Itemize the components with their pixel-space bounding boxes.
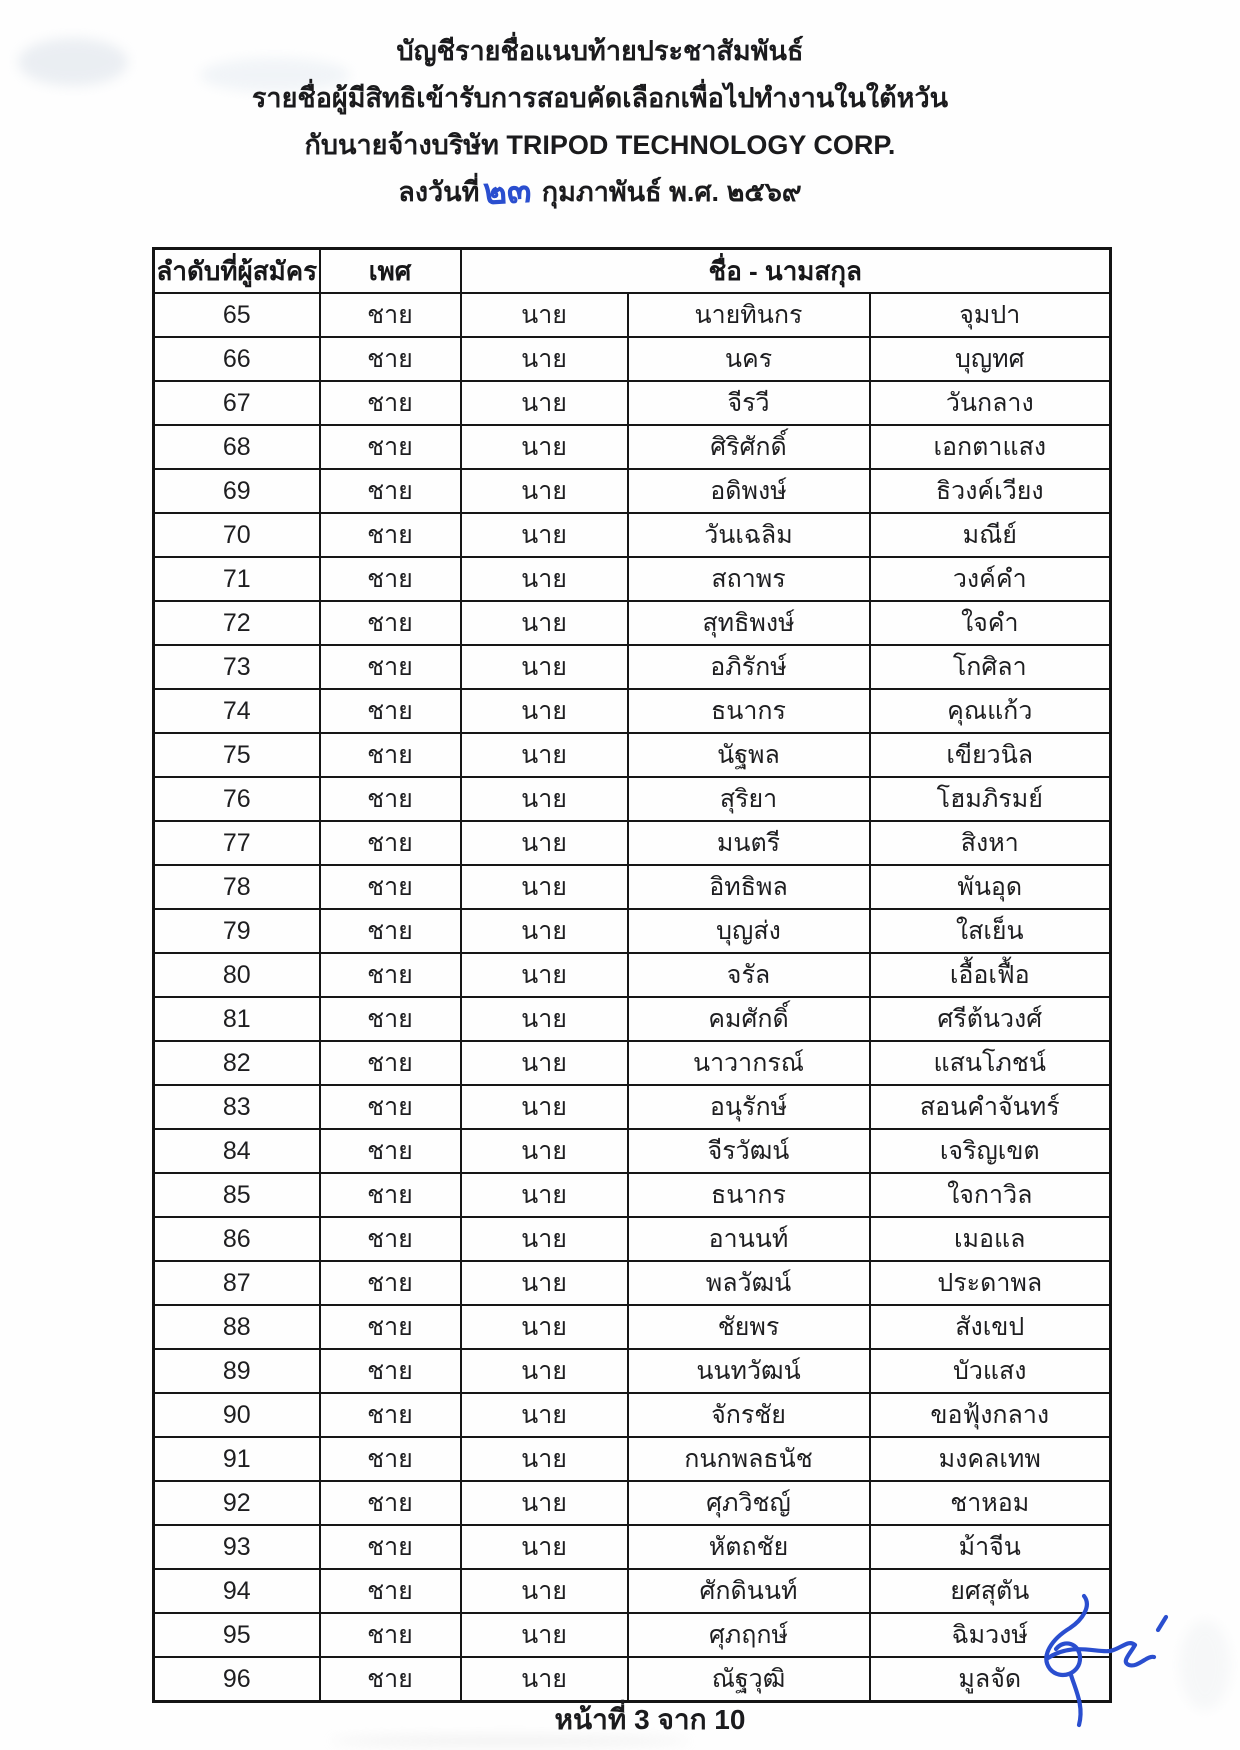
- table-row: [154, 1349, 1111, 1393]
- table-row: [154, 1041, 1111, 1085]
- table-row: [154, 1261, 1111, 1305]
- cell-first: วันเฉลิม: [628, 513, 870, 557]
- table-row: [154, 1437, 1111, 1481]
- cell-title: นาย: [461, 337, 628, 381]
- table-row: [154, 425, 1111, 469]
- cell-gender: ชาย: [320, 777, 461, 821]
- cell-last: ใจกาวิล: [870, 1173, 1111, 1217]
- cell-first: อิทธิพล: [628, 865, 870, 909]
- cell-first: สุริยา: [628, 777, 870, 821]
- cell-no: 84: [154, 1129, 320, 1173]
- cell-title: นาย: [461, 865, 628, 909]
- cell-no: 78: [154, 865, 320, 909]
- cell-title: นาย: [461, 689, 628, 733]
- cell-no: 76: [154, 777, 320, 821]
- cell-first: จรัล: [628, 953, 870, 997]
- table-row: [154, 1217, 1111, 1261]
- table-row: [154, 1173, 1111, 1217]
- cell-first: พลวัฒน์: [628, 1261, 870, 1305]
- table-row: [154, 821, 1111, 865]
- cell-gender: ชาย: [320, 1437, 461, 1481]
- document-title-block: [0, 28, 1200, 216]
- table-row: [154, 337, 1111, 381]
- cell-first: นายทินกร: [628, 293, 870, 337]
- table-row: [154, 513, 1111, 557]
- cell-gender: ชาย: [320, 557, 461, 601]
- cell-title: นาย: [461, 1261, 628, 1305]
- cell-gender: ชาย: [320, 1349, 461, 1393]
- cell-last: เอื้อเฟื้อ: [870, 953, 1111, 997]
- table-body: [154, 293, 1111, 1702]
- table-row: [154, 865, 1111, 909]
- cell-title: นาย: [461, 645, 628, 689]
- handwritten-day: ๒๓: [482, 169, 533, 214]
- cell-gender: ชาย: [320, 1657, 461, 1702]
- cell-last: เอกตาแสง: [870, 425, 1111, 469]
- cell-no: 92: [154, 1481, 320, 1525]
- cell-gender: ชาย: [320, 1217, 461, 1261]
- cell-first: นคร: [628, 337, 870, 381]
- cell-last: เขียวนิล: [870, 733, 1111, 777]
- cell-last: ฉิมวงษ์: [870, 1613, 1111, 1657]
- cell-first: หัตถชัย: [628, 1525, 870, 1569]
- cell-last: ธิวงค์เวียง: [870, 469, 1111, 513]
- cell-first: สถาพร: [628, 557, 870, 601]
- cell-last: มูลจัด: [870, 1657, 1111, 1702]
- cell-no: 87: [154, 1261, 320, 1305]
- cell-last: ยศสุตัน: [870, 1569, 1111, 1613]
- cell-gender: ชาย: [320, 821, 461, 865]
- cell-last: แสนโภชน์: [870, 1041, 1111, 1085]
- cell-title: นาย: [461, 997, 628, 1041]
- cell-first: ณัฐวุฒิ: [628, 1657, 870, 1702]
- cell-last: คุณแก้ว: [870, 689, 1111, 733]
- cell-gender: ชาย: [320, 1305, 461, 1349]
- cell-no: 65: [154, 293, 320, 337]
- cell-gender: ชาย: [320, 909, 461, 953]
- cell-title: นาย: [461, 1129, 628, 1173]
- cell-first: กนกพลธนัช: [628, 1437, 870, 1481]
- cell-last: ขอฟุ้งกลาง: [870, 1393, 1111, 1437]
- cell-last: เจริญเขต: [870, 1129, 1111, 1173]
- cell-gender: ชาย: [320, 865, 461, 909]
- table-row: [154, 733, 1111, 777]
- table-row: [154, 689, 1111, 733]
- cell-no: 75: [154, 733, 320, 777]
- title-line-1: บัญชีรายชื่อแนบท้ายประชาสัมพันธ์: [396, 36, 804, 66]
- date-line: [0, 169, 1200, 216]
- cell-last: โฮมภิรมย์: [870, 777, 1111, 821]
- cell-first: นัฐพล: [628, 733, 870, 777]
- cell-gender: ชาย: [320, 1481, 461, 1525]
- table-row: [154, 381, 1111, 425]
- cell-gender: ชาย: [320, 337, 461, 381]
- cell-last: ใจคำ: [870, 601, 1111, 645]
- cell-last: จุมปา: [870, 293, 1111, 337]
- cell-title: นาย: [461, 513, 628, 557]
- cell-gender: ชาย: [320, 293, 461, 337]
- cell-no: 81: [154, 997, 320, 1041]
- cell-no: 66: [154, 337, 320, 381]
- table-row: [154, 777, 1111, 821]
- header-applicant-no: ลำดับที่ผู้สมัคร: [154, 249, 320, 294]
- cell-no: 86: [154, 1217, 320, 1261]
- cell-last: วันกลาง: [870, 381, 1111, 425]
- cell-gender: ชาย: [320, 953, 461, 997]
- cell-title: นาย: [461, 909, 628, 953]
- cell-gender: ชาย: [320, 469, 461, 513]
- cell-title: นาย: [461, 425, 628, 469]
- cell-no: 80: [154, 953, 320, 997]
- cell-first: นาวากรณ์: [628, 1041, 870, 1085]
- date-prefix: ลงวันที่: [398, 177, 480, 207]
- cell-gender: ชาย: [320, 645, 461, 689]
- cell-first: มนตรี: [628, 821, 870, 865]
- cell-title: นาย: [461, 601, 628, 645]
- table-row: [154, 645, 1111, 689]
- cell-first: ธนากร: [628, 689, 870, 733]
- cell-gender: ชาย: [320, 1041, 461, 1085]
- cell-last: พันอุด: [870, 865, 1111, 909]
- cell-title: นาย: [461, 1085, 628, 1129]
- cell-last: มณีย์: [870, 513, 1111, 557]
- table-row: [154, 1613, 1111, 1657]
- cell-last: สังเขป: [870, 1305, 1111, 1349]
- cell-gender: ชาย: [320, 1085, 461, 1129]
- cell-gender: ชาย: [320, 1525, 461, 1569]
- cell-gender: ชาย: [320, 997, 461, 1041]
- cell-last: เมอแล: [870, 1217, 1111, 1261]
- table-row: [154, 1085, 1111, 1129]
- cell-gender: ชาย: [320, 425, 461, 469]
- cell-title: นาย: [461, 821, 628, 865]
- table-row: [154, 1393, 1111, 1437]
- cell-title: นาย: [461, 1173, 628, 1217]
- cell-no: 73: [154, 645, 320, 689]
- cell-first: อานนท์: [628, 1217, 870, 1261]
- header-name: ชื่อ - นามสกุล: [461, 249, 1111, 294]
- cell-title: นาย: [461, 1525, 628, 1569]
- cell-no: 69: [154, 469, 320, 513]
- cell-title: นาย: [461, 1437, 628, 1481]
- cell-title: นาย: [461, 1041, 628, 1085]
- table-row: [154, 1481, 1111, 1525]
- cell-title: นาย: [461, 557, 628, 601]
- cell-title: นาย: [461, 1613, 628, 1657]
- table-row: [154, 1657, 1111, 1702]
- cell-title: นาย: [461, 953, 628, 997]
- table-row: [154, 953, 1111, 997]
- cell-last: ใสเย็น: [870, 909, 1111, 953]
- applicant-roster-table: [152, 247, 1112, 1703]
- cell-no: 85: [154, 1173, 320, 1217]
- cell-gender: ชาย: [320, 733, 461, 777]
- cell-gender: ชาย: [320, 1569, 461, 1613]
- cell-no: 82: [154, 1041, 320, 1085]
- cell-last: ม้าจีน: [870, 1525, 1111, 1569]
- cell-title: นาย: [461, 1657, 628, 1702]
- cell-first: จักรชัย: [628, 1393, 870, 1437]
- cell-last: ศรีต้นวงศ์: [870, 997, 1111, 1041]
- cell-no: 88: [154, 1305, 320, 1349]
- table-row: [154, 293, 1111, 337]
- cell-no: 67: [154, 381, 320, 425]
- cell-last: สอนคำจันทร์: [870, 1085, 1111, 1129]
- cell-first: ธนากร: [628, 1173, 870, 1217]
- cell-title: นาย: [461, 1305, 628, 1349]
- table-row: [154, 469, 1111, 513]
- cell-last: โกศิลา: [870, 645, 1111, 689]
- cell-gender: ชาย: [320, 381, 461, 425]
- cell-gender: ชาย: [320, 1393, 461, 1437]
- cell-no: 68: [154, 425, 320, 469]
- cell-title: นาย: [461, 1393, 628, 1437]
- cell-title: นาย: [461, 1569, 628, 1613]
- cell-last: ประดาพล: [870, 1261, 1111, 1305]
- cell-gender: ชาย: [320, 1261, 461, 1305]
- cell-first: คมศักดิ์: [628, 997, 870, 1041]
- cell-gender: ชาย: [320, 1129, 461, 1173]
- table-row: [154, 997, 1111, 1041]
- cell-first: อนุรักษ์: [628, 1085, 870, 1129]
- cell-last: ชาหอม: [870, 1481, 1111, 1525]
- cell-no: 70: [154, 513, 320, 557]
- cell-first: บุญส่ง: [628, 909, 870, 953]
- cell-last: มงคลเทพ: [870, 1437, 1111, 1481]
- page-number: หน้าที่ 3 จาก 10: [554, 1704, 746, 1735]
- cell-title: นาย: [461, 293, 628, 337]
- cell-gender: ชาย: [320, 601, 461, 645]
- cell-no: 90: [154, 1393, 320, 1437]
- cell-last: บุญทศ: [870, 337, 1111, 381]
- cell-title: นาย: [461, 1349, 628, 1393]
- cell-first: ศุภวิชญ์: [628, 1481, 870, 1525]
- table-row: [154, 557, 1111, 601]
- table-row: [154, 1569, 1111, 1613]
- title-line-2: รายชื่อผู้มีสิทธิเข้ารับการสอบคัดเลือกเพื่อไปทำงานในใต้หวัน: [251, 83, 949, 113]
- table-row: [154, 601, 1111, 645]
- cell-first: จีรวี: [628, 381, 870, 425]
- cell-title: นาย: [461, 733, 628, 777]
- cell-first: ศิริศักดิ์: [628, 425, 870, 469]
- cell-first: ชัยพร: [628, 1305, 870, 1349]
- cell-gender: ชาย: [320, 1613, 461, 1657]
- cell-no: 94: [154, 1569, 320, 1613]
- cell-no: 79: [154, 909, 320, 953]
- cell-no: 74: [154, 689, 320, 733]
- cell-no: 72: [154, 601, 320, 645]
- cell-no: 89: [154, 1349, 320, 1393]
- cell-gender: ชาย: [320, 513, 461, 557]
- cell-gender: ชาย: [320, 1173, 461, 1217]
- cell-gender: ชาย: [320, 689, 461, 733]
- cell-last: บัวแสง: [870, 1349, 1111, 1393]
- cell-title: นาย: [461, 381, 628, 425]
- cell-first: อดิพงษ์: [628, 469, 870, 513]
- table-row: [154, 1525, 1111, 1569]
- cell-no: 93: [154, 1525, 320, 1569]
- cell-no: 95: [154, 1613, 320, 1657]
- date-suffix: กุมภาพันธ์ พ.ศ. ๒๕๖๙: [541, 177, 802, 207]
- cell-first: ศักดินนท์: [628, 1569, 870, 1613]
- cell-first: ศุภฤกษ์: [628, 1613, 870, 1657]
- cell-last: วงค์คำ: [870, 557, 1111, 601]
- cell-title: นาย: [461, 1481, 628, 1525]
- header-gender: เพศ: [320, 249, 461, 294]
- table-row: [154, 909, 1111, 953]
- cell-first: อภิรักษ์: [628, 645, 870, 689]
- table-row: [154, 1129, 1111, 1173]
- table-row: [154, 1305, 1111, 1349]
- cell-title: นาย: [461, 469, 628, 513]
- cell-first: สุทธิพงษ์: [628, 601, 870, 645]
- cell-first: จีรวัฒน์: [628, 1129, 870, 1173]
- cell-first: นนทวัฒน์: [628, 1349, 870, 1393]
- title-line-3: กับนายจ้างบริษัท TRIPOD TECHNOLOGY CORP.: [304, 130, 896, 160]
- cell-last: สิงหา: [870, 821, 1111, 865]
- table-header-row: [154, 249, 1111, 294]
- cell-title: นาย: [461, 777, 628, 821]
- scan-smudge: [1180, 1620, 1230, 1710]
- cell-no: 83: [154, 1085, 320, 1129]
- cell-no: 77: [154, 821, 320, 865]
- cell-no: 91: [154, 1437, 320, 1481]
- cell-title: นาย: [461, 1217, 628, 1261]
- cell-no: 96: [154, 1657, 320, 1702]
- cell-no: 71: [154, 557, 320, 601]
